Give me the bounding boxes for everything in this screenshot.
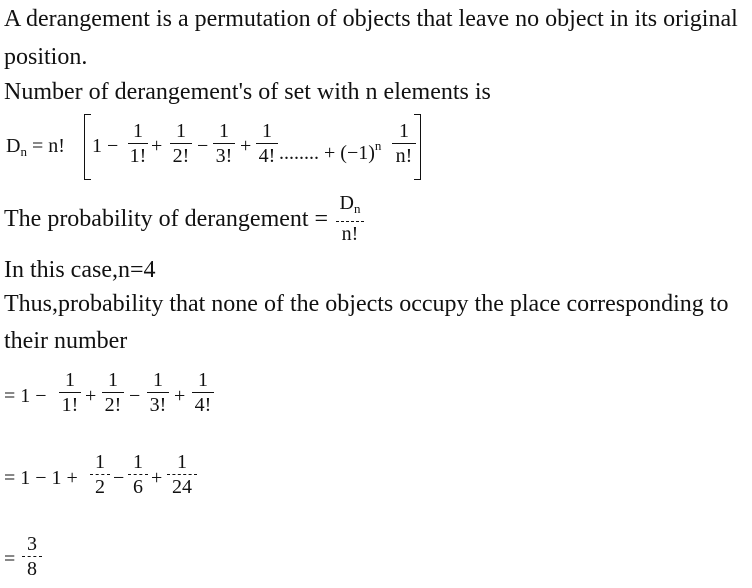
dn-over-nfact: $D_n$ n! — [336, 192, 364, 245]
dn-symbol: D — [6, 135, 21, 157]
dn-equals: = n! — [31, 135, 65, 157]
fraction-1-over-nfact: 1 n! — [392, 120, 416, 167]
operator: − — [197, 135, 209, 157]
dn-subscript: n — [20, 144, 27, 159]
probability-label: The probability of derangement = — [4, 206, 329, 232]
operator: + — [240, 135, 252, 157]
derangement-definition-line-2: position. — [4, 44, 88, 70]
fraction-1-over-2fact: 1 2! — [170, 120, 192, 167]
fraction-1-over-4fact: 1 4! — [256, 120, 278, 167]
power-n: n — [374, 138, 382, 153]
fraction-1-over-3fact: 1 3! — [213, 120, 235, 167]
left-bracket — [84, 114, 91, 180]
probability-statement-line-2: their number — [4, 328, 128, 354]
case-statement: In this case,n=4 — [4, 257, 156, 283]
derangement-definition-line-1: A derangement is a permutation of objects that leave no object in its original — [4, 6, 738, 32]
probability-statement-line-1: Thus,probability that none of the objects occupy the place corresponding to — [4, 291, 729, 317]
term-one: 1 − — [92, 135, 119, 157]
fraction-1-over-1fact: 1 1! — [129, 120, 147, 167]
derangement-count-intro: Number of derangement's of set with n elements is — [4, 79, 491, 105]
series-ellipsis: ........ + $(-1)^n$ — [279, 138, 382, 164]
operator: + — [151, 135, 163, 157]
right-bracket — [414, 114, 421, 180]
